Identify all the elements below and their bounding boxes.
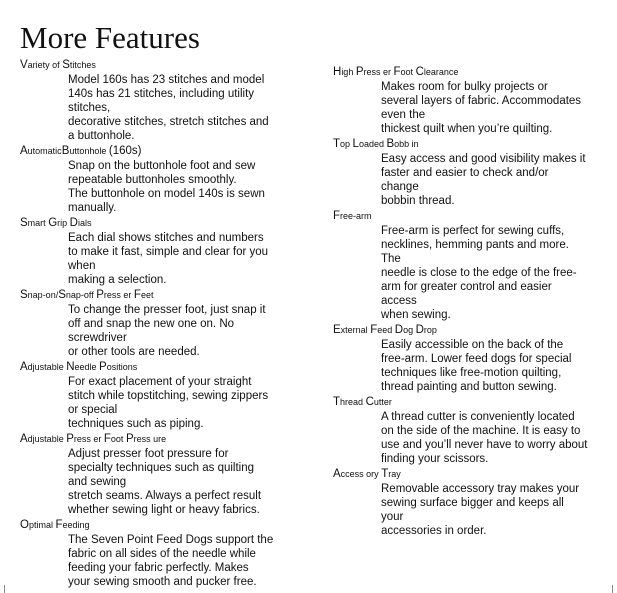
heading-small-caps: ositions xyxy=(106,362,138,372)
feature-heading xyxy=(333,466,608,482)
heading-capital: A xyxy=(20,361,28,373)
heading-small-caps: eeding xyxy=(62,520,90,530)
heading-small-caps: titches xyxy=(69,60,96,70)
feature-heading xyxy=(20,143,295,159)
heading-small-caps: hread xyxy=(340,397,366,407)
heading-capital: A xyxy=(20,433,28,445)
heading-capital: S xyxy=(58,289,66,301)
feature-optimal-feeding xyxy=(20,517,295,589)
feature-description: Easy access and good visibility makes it faster and easier to check and/or change bobbin thread. xyxy=(381,153,586,207)
heading-small-caps: rip xyxy=(57,218,70,228)
heading-small-caps: ptimal xyxy=(28,520,56,530)
heading-capital: H xyxy=(333,66,342,78)
heading-small-caps: obb in xyxy=(394,139,419,149)
heading-capital: S xyxy=(62,59,70,71)
right-column xyxy=(333,64,608,538)
heading-capital: P xyxy=(355,66,364,78)
heading-capital: D xyxy=(394,324,404,336)
heading-capital: F xyxy=(393,66,401,78)
heading-capital: P xyxy=(96,289,104,301)
heading-small-caps: og xyxy=(403,325,416,335)
feature-thread-cutter xyxy=(333,394,608,466)
heading-small-caps: ress er xyxy=(103,290,134,300)
feature-automaticbuttonhole-160s xyxy=(20,143,295,215)
heading-small-caps: nap-off xyxy=(65,290,97,300)
feature-heading xyxy=(333,322,608,338)
heading-small-caps: eet xyxy=(140,290,154,300)
heading-capital: S xyxy=(20,217,28,229)
heading-capital: C xyxy=(415,66,424,78)
heading-capital: F xyxy=(333,210,341,222)
feature-heading xyxy=(20,359,295,375)
feature-adjustable-press-er-foot-press-ure xyxy=(20,431,295,517)
heading-small-caps: ree-arm xyxy=(340,211,372,221)
heading-capital: F xyxy=(370,324,378,336)
heading-small-caps: oot xyxy=(400,67,416,77)
heading-small-caps: eedle xyxy=(74,362,100,372)
feature-variety-of-stitches xyxy=(20,57,295,143)
page-corner-mark-right xyxy=(612,585,613,593)
feature-external-feed-dog-drop xyxy=(333,322,608,394)
left-column xyxy=(20,57,295,589)
feature-description: The Seven Point Feed Dogs support the fabric on all sides of the needle while feeding your fabric perfectly. Makes your sewing smooth and pucker free. xyxy=(68,534,274,588)
feature-heading xyxy=(20,57,295,73)
heading-capital: P xyxy=(99,361,107,373)
heading-capital: C xyxy=(365,396,374,408)
feature-heading xyxy=(20,287,295,303)
feature-description: Makes room for bulky projects or several layers of fabric. Accommodates even the thickest quilt when you’re quilting. xyxy=(381,81,582,135)
heading-capital: T xyxy=(333,138,341,150)
feature-description: For exact placement of your straight stitch while topstitching, sewing zippers or special techniques such as piping. xyxy=(68,376,269,430)
feature-heading xyxy=(333,136,608,152)
heading-small-caps: ress er xyxy=(73,434,104,444)
feature-heading xyxy=(333,64,608,80)
heading-small-caps: learance xyxy=(423,67,459,77)
feature-high-press-er-foot-clearance xyxy=(333,64,608,136)
feature-description: Snap on the buttonhole foot and sew repeatable buttonholes smoothly. The buttonhole on model 140s is sewn manually. xyxy=(68,160,265,214)
heading-capital: B xyxy=(61,145,70,157)
feature-free-arm xyxy=(333,208,608,322)
heading-small-caps: uttonhole xyxy=(69,146,109,156)
heading-capital: S xyxy=(20,289,28,301)
feature-heading xyxy=(20,517,295,533)
heading-small-caps: oaded xyxy=(358,139,387,149)
heading-small-caps: rop xyxy=(423,325,437,335)
heading-capital: G xyxy=(48,217,58,229)
heading-capital: A xyxy=(333,468,341,480)
heading-small-caps: djustable xyxy=(27,434,67,444)
feature-description: Easily accessible on the back of the free-arm. Lower feed dogs for special techniques like free-motion quilting, thread painting and button sewing. xyxy=(381,339,572,393)
heading-capital: P xyxy=(66,433,74,445)
heading-capital: V xyxy=(20,59,28,71)
feature-description: Adjust presser foot pressure for specialty techniques such as quilting and sewing stretch seams. Always a perfect result whether sewing light or heavy fabrics. xyxy=(68,448,262,516)
heading-small-caps: mart xyxy=(27,218,49,228)
heading-capital: N xyxy=(66,361,75,373)
page-title: More Features xyxy=(20,20,200,55)
heading-capital: F xyxy=(103,433,111,445)
heading-small-caps: ress er xyxy=(363,67,394,77)
feature-heading xyxy=(333,208,608,224)
heading-small-caps: xternal xyxy=(340,325,371,335)
heading-capital: D xyxy=(69,217,78,229)
heading-small-caps: ccess ory xyxy=(340,469,382,479)
heading-capital: F xyxy=(133,289,141,301)
feature-smart-grip-dials xyxy=(20,215,295,287)
heading-small-caps: utomatic xyxy=(27,146,62,156)
heading-small-caps: utter xyxy=(373,397,392,407)
heading-small-caps: nap-on/ xyxy=(27,290,59,300)
heading-small-caps: eed xyxy=(377,325,395,335)
feature-description: Removable accessory tray makes your sewing surface bigger and keeps all your accessories in order. xyxy=(381,483,580,537)
feature-top-loaded-bobb-in xyxy=(333,136,608,208)
page-corner-mark-left xyxy=(4,585,5,593)
heading-small-caps: op xyxy=(340,139,353,149)
feature-adjustable-needle-positions xyxy=(20,359,295,431)
heading-small-caps: djustable xyxy=(27,362,67,372)
heading-capital: (160s) xyxy=(108,145,142,157)
heading-capital: A xyxy=(20,145,28,157)
feature-description: Model 160s has 23 stitches and model 140s has 21 stitches, including utility stitches, decorative stitches, stretch stitches and a buttonhole. xyxy=(68,74,269,142)
feature-heading xyxy=(20,215,295,231)
heading-small-caps: oot xyxy=(110,434,126,444)
heading-capital: L xyxy=(352,138,359,150)
feature-description: Free-arm is perfect for sewing cuffs, necklines, hemming pants and more. The needle is close to the edge of the free- arm for greater control and easier access when sewing. xyxy=(381,225,577,321)
feature-description: To change the presser foot, just snap it off and snap the new one on. No screwdriver or other tools are needed. xyxy=(68,304,266,358)
heading-small-caps: igh xyxy=(341,67,356,77)
feature-description: A thread cutter is conveniently located on the side of the machine. It is easy to use and you’ll never have to worry about finding your scissors. xyxy=(381,411,588,465)
feature-description: Each dial shows stitches and numbers to make it fast, simple and clear for you when making a selection. xyxy=(68,232,269,286)
feature-heading xyxy=(20,431,295,447)
heading-capital: F xyxy=(55,519,63,531)
feature-snap-on-snap-off-press-er-feet xyxy=(20,287,295,359)
heading-capital: O xyxy=(20,519,29,531)
heading-small-caps: ariety of xyxy=(27,60,63,70)
heading-capital: E xyxy=(333,324,341,336)
feature-heading xyxy=(333,394,608,410)
heading-capital: P xyxy=(125,433,134,445)
heading-small-caps: ray xyxy=(388,469,401,479)
heading-capital: B xyxy=(386,138,395,150)
heading-small-caps: ress ure xyxy=(133,434,167,444)
feature-access-ory-tray xyxy=(333,466,608,538)
heading-capital: D xyxy=(415,324,424,336)
heading-capital: T xyxy=(333,396,341,408)
heading-capital: T xyxy=(381,468,389,480)
heading-small-caps: ials xyxy=(77,218,92,228)
